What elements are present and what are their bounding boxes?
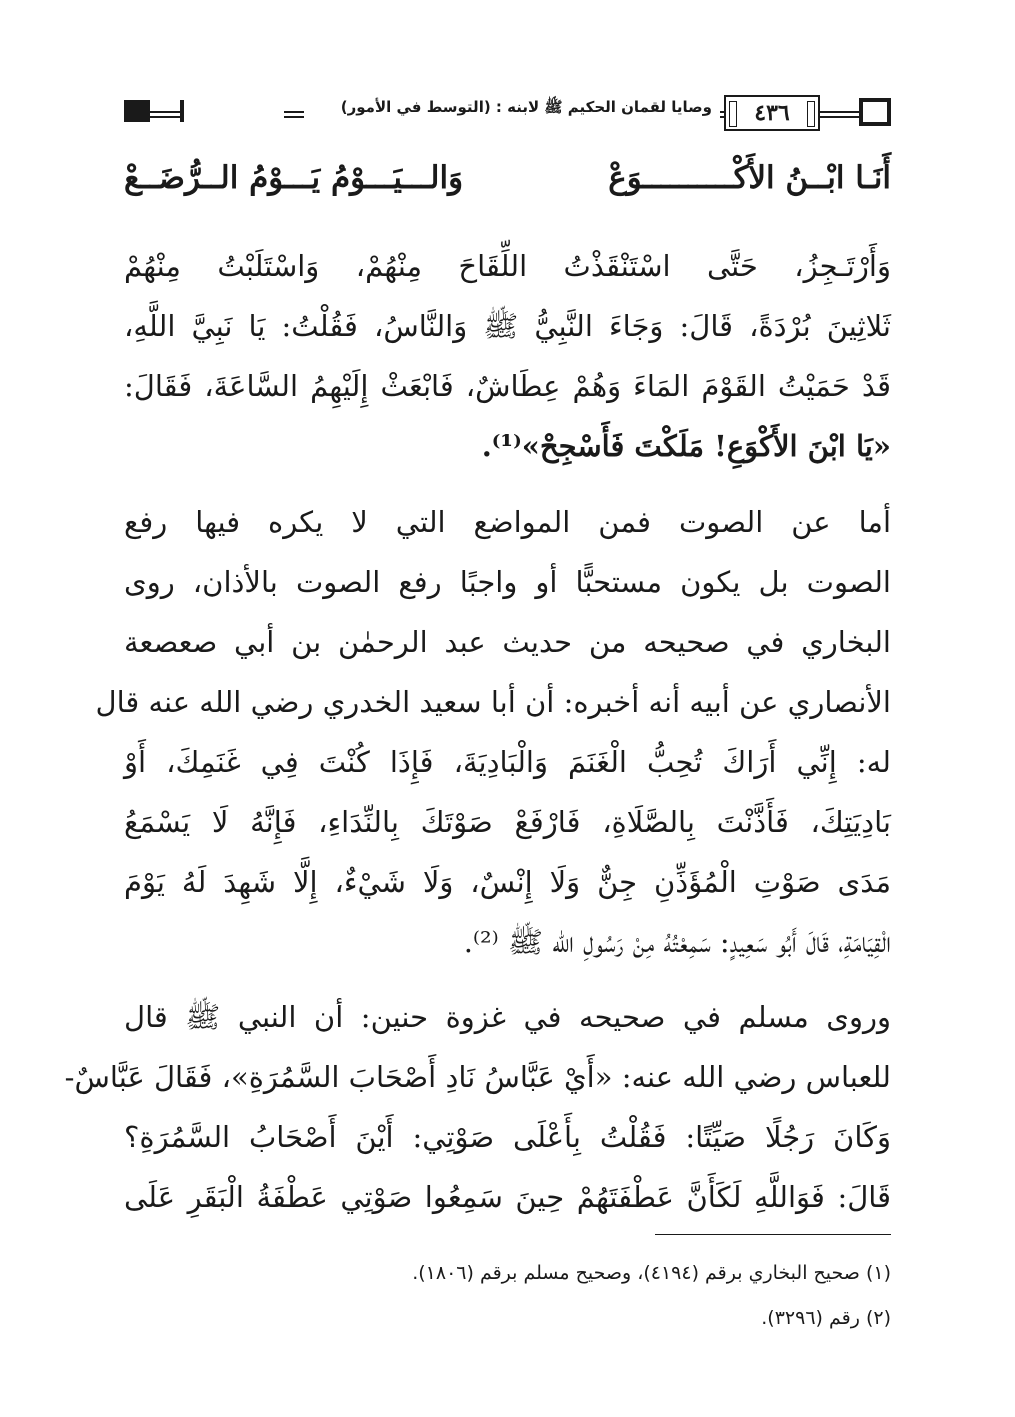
- text-line: ثَلاثِينَ بُرْدَةً، قَالَ: وَجَاءَ النَّبِيُّ ﷺ وَالنَّاسُ، فَقُلْتُ: يَا نَبِيَّ اللَّهِ،: [124, 309, 891, 343]
- header-ornament-box: [859, 98, 891, 126]
- text-line: قَدْ حَمَيْتُ القَوْمَ المَاءَ وَهُمْ عِطَاشٌ، فَابْعَثْ إِلَيْهِمُ السَّاعَةَ، فَقَالَ:: [124, 369, 891, 403]
- text-line: وروى مسلم في صحيحه في غزوة حنين: أن النبي ﷺ قال: [124, 1000, 891, 1034]
- text-line: الْقِيَامَةِ، قَالَ أَبُو سَعِيدٍ: سَمِعْتُهُ مِنْ رَسُولِ الله ﷺ ⁽²⁾.: [463, 925, 891, 959]
- footnote-1: (١) صحيح البخاري برقم (٤١٩٤)، وصحيح مسلم برقم (١٨٠٦).: [412, 1262, 891, 1284]
- text-line: له: إِنِّي أَرَاكَ تُحِبُّ الْغَنَمَ وَالْبَادِيَةَ، فَإِذَا كُنْتَ فِي غَنَمِكَ، أَوْ: [124, 745, 891, 779]
- header-ornament-bar: [180, 100, 184, 122]
- text-line: الأنصاري عن أبيه أنه أخبره: أن أبا سعيد الخدري رضي الله عنه قال: [95, 685, 891, 719]
- verse-first-hemistich: أَنَـا ابْــنُ الأَكْــــــــــوَعْ: [608, 160, 891, 196]
- running-title: وصايا لقمان الحكيم ﷺ لابنه : (التوسط في الأمور): [304, 98, 720, 120]
- text-line: قَالَ: فَوَاللَّهِ لَكَأَنَّ عَطْفَتَهُمْ حِينَ سَمِعُوا صَوْتِي عَطْفَةُ الْبَقَرِ عَلَى: [124, 1180, 891, 1214]
- paragraph-3: [64, 987, 891, 1227]
- text-line: وَكَانَ رَجُلًا صَيِّتًا: فَقُلْتُ بِأَعْلَى صَوْتِي: أَيْنَ أَصْحَابُ السَّمُرَةِ؟: [124, 1120, 891, 1154]
- footnote-separator: [655, 1234, 891, 1235]
- verse-second-hemistich: وَالـــيَـــوْمُ يَـــوْمُ الــرُّضَــعْ: [124, 160, 464, 196]
- text-line: للعباس رضي الله عنه: «أَيْ عَبَّاسُ نَادِ أَصْحَابَ السَّمُرَةِ»، فَقَالَ عَبَّاسٌ-: [64, 1060, 891, 1094]
- text-line: أما عن الصوت فمن المواضع التي لا يكره فيها رفع: [124, 505, 891, 539]
- paragraph-1: [124, 236, 891, 476]
- page-header: [124, 92, 895, 134]
- text-line: وَأَرْتَـجِزُ، حَتَّى اسْتَنْقَذْتُ اللِّقَاحَ مِنْهُمْ، وَاسْتَلَبْتُ مِنْهُمْ: [124, 249, 891, 283]
- footnote-2: (٢) رقم (٣٢٩٦).: [761, 1307, 891, 1329]
- text-line: بَادِيَتِكَ، فَأَذَّنْتَ بِالصَّلَاةِ، فَارْفَعْ صَوْتَكَ بِالنِّدَاءِ، فَإِنَّهُ لَا يَسْمَعُ: [124, 805, 891, 839]
- text-line: مَدَى صَوْتِ الْمُؤَذِّنِ جِنٌّ وَلَا إِنْسٌ، وَلَا شَيْءٌ، إِلَّا شَهِدَ لَهُ يَوْمَ: [124, 865, 891, 899]
- text-line: الصوت بل يكون مستحبًّا أو واجبًا رفع الصوت بالأذان، روى: [124, 565, 891, 599]
- text-line: البخاري في صحيحه من حديث عبد الرحمٰن بن أبي صعصعة: [124, 625, 891, 659]
- page-number: ٤٣٦: [724, 95, 820, 131]
- text-line: «يَا ابْنَ الأَكْوَعِ! مَلَكْتَ فَأَسْجِحْ»⁽¹⁾.: [481, 429, 891, 463]
- header-rule: [150, 111, 180, 118]
- paragraph-2: [95, 492, 891, 972]
- header-ornament-left-block: [124, 100, 150, 122]
- header-rule: [818, 111, 860, 118]
